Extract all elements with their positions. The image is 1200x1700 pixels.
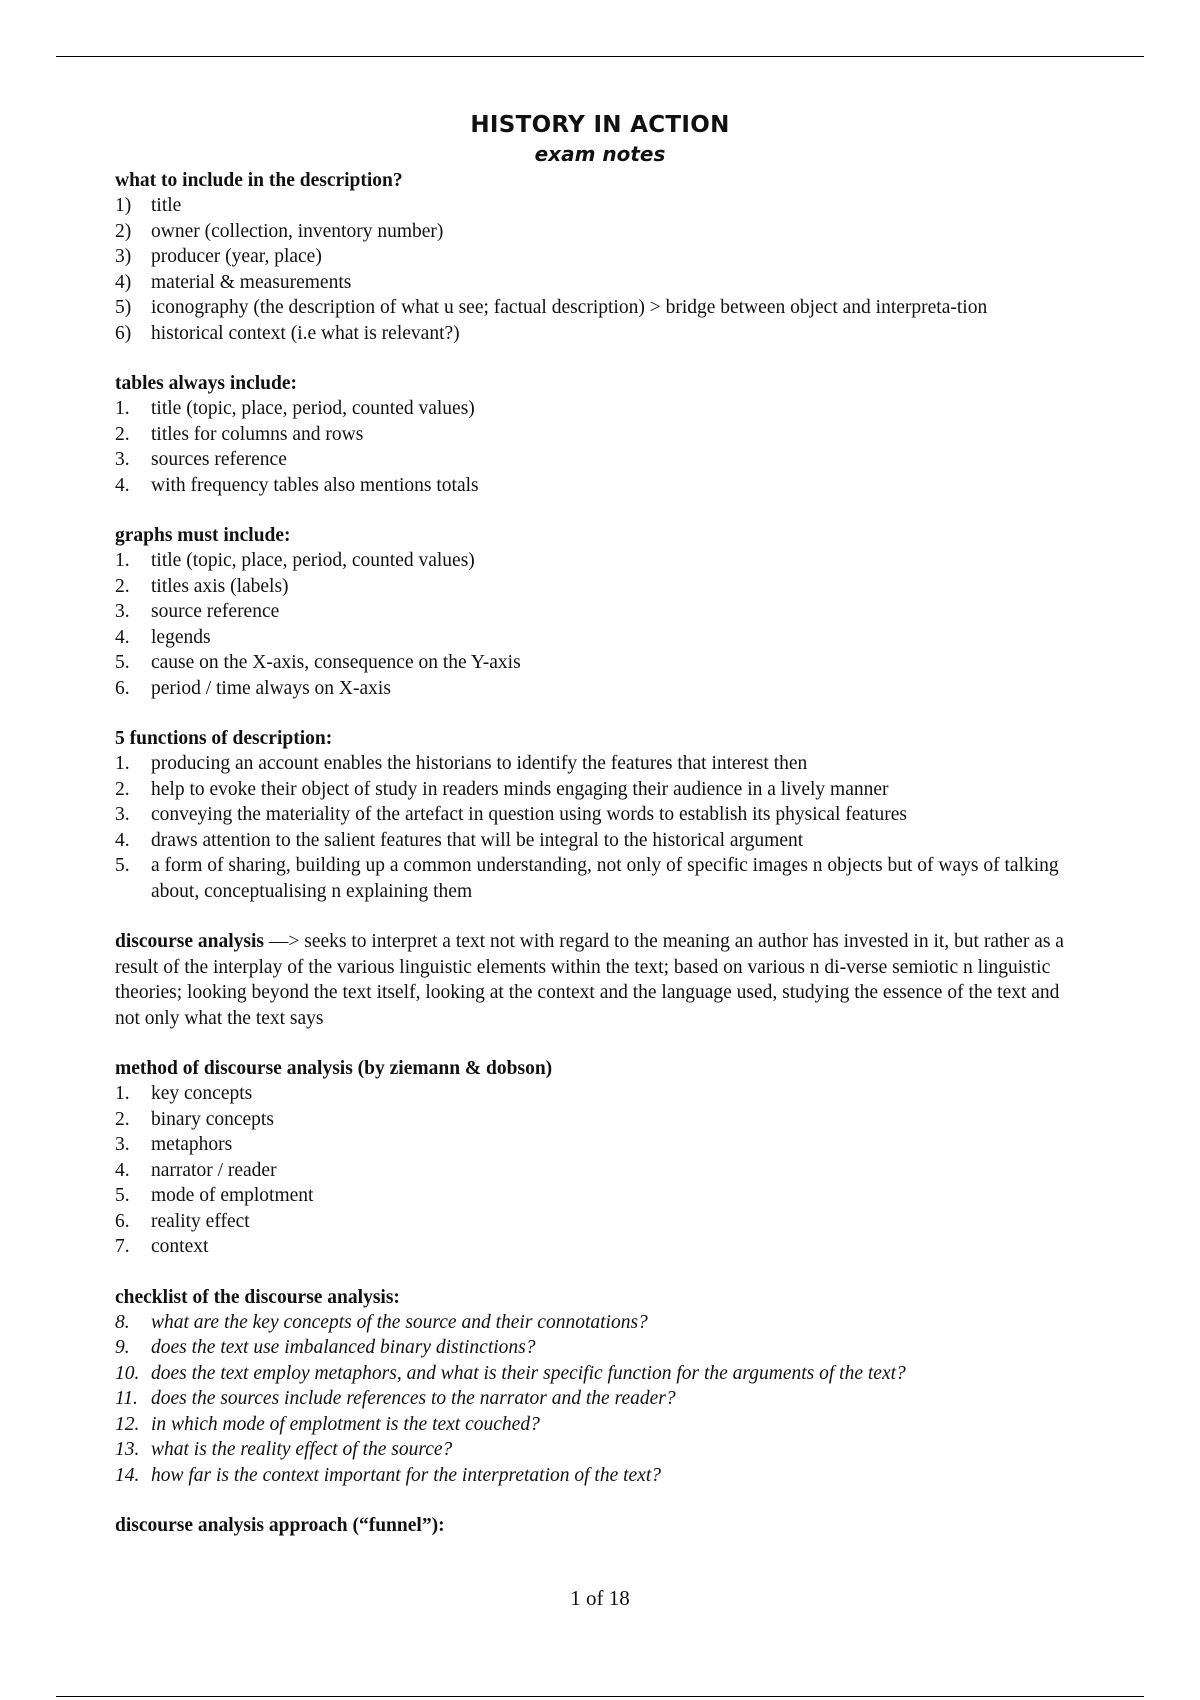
list-item — [115, 1310, 1080, 1336]
list-item — [115, 1158, 1080, 1184]
list-number: 5. — [115, 652, 130, 673]
list-number: 4. — [115, 474, 130, 496]
list-text: does the text employ metaphors, and what is their specific function for the arguments of the text? — [151, 1362, 906, 1384]
list-number: 4. — [115, 626, 130, 648]
list-number: 1. — [115, 1083, 130, 1104]
list-number: 3. — [115, 1134, 130, 1155]
list-number: 13. — [115, 1439, 140, 1460]
list-number: 12. — [115, 1413, 140, 1435]
section-heading: tables always include: — [115, 373, 298, 394]
approach-heading: discourse analysis approach (“funnel”): — [115, 1515, 445, 1536]
list-text: producer (year, place) — [151, 246, 322, 267]
list-number: 5. — [115, 855, 130, 876]
page-number: 1 of 18 — [570, 1586, 630, 1610]
list-item — [115, 1412, 1080, 1438]
functions-list — [115, 751, 1080, 904]
list-text: binary concepts — [151, 1108, 274, 1130]
list-text: iconography (the description of what u see; factual description) > bridge between object and interpreta-tion — [151, 297, 988, 318]
document-title: HISTORY IN ACTION — [470, 112, 730, 138]
graphs-list — [115, 548, 1080, 701]
list-text: a form of sharing, building up a common understanding, not only of specific images n objects but of ways of talking about, conceptualising n explaining them — [151, 855, 1059, 902]
list-item — [115, 828, 1080, 854]
list-item — [115, 1335, 1080, 1361]
discourse-definition: —> seeks to interpret a text not with regard to the meaning an author has invested in it, but rather as a result of the interplay of the various linguistic elements within the text; based on various n di-verse semiotic n linguistic theories; looking beyond the text itself, looking at the context and the language used, studying the essence of the text and not only what the text says — [115, 931, 1064, 1029]
list-text: titles axis (labels) — [151, 575, 289, 597]
list-text: title (topic, place, period, counted values) — [151, 550, 475, 571]
list-text: help to evoke their object of study in readers minds engaging their audience in a lively manner — [151, 778, 889, 800]
list-text: historical context (i.e what is relevant?) — [151, 322, 460, 344]
list-number: 1. — [115, 753, 130, 774]
list-number: 3) — [115, 246, 132, 267]
list-text: context — [151, 1236, 209, 1257]
list-text: title (topic, place, period, counted values) — [151, 398, 475, 419]
list-number: 2. — [115, 423, 130, 445]
list-number: 9. — [115, 1337, 130, 1358]
list-item — [115, 1361, 1080, 1387]
list-text: narrator / reader — [151, 1159, 277, 1181]
list-item — [115, 1437, 1080, 1463]
list-number: 8. — [115, 1311, 130, 1333]
list-text: draws attention to the salient features that will be integral to the historical argument — [151, 829, 804, 851]
document-body — [115, 168, 1080, 1538]
list-number: 2. — [115, 575, 130, 597]
list-number: 5. — [115, 1185, 130, 1206]
document-subtitle: exam notes — [534, 142, 666, 166]
list-number: 6. — [115, 677, 130, 699]
section-graphs — [115, 523, 1080, 701]
list-text: cause on the X-axis, consequence on the Y-axis — [151, 652, 521, 673]
list-text: with frequency tables also mentions totals — [151, 474, 479, 496]
list-item — [115, 650, 1080, 676]
section-functions — [115, 726, 1080, 904]
list-text: in which mode of emplotment is the text couched? — [151, 1413, 540, 1435]
tables-list — [115, 396, 1080, 498]
list-number: 6) — [115, 322, 132, 344]
list-item — [115, 396, 1080, 422]
list-text: does the text use imbalanced binary distinctions? — [151, 1337, 536, 1358]
list-text: does the sources include references to the narrator and the reader? — [151, 1388, 676, 1409]
list-number: 10. — [115, 1362, 140, 1384]
list-text: title — [151, 195, 182, 216]
list-number: 7. — [115, 1236, 130, 1257]
list-item — [115, 295, 1080, 321]
list-item — [115, 751, 1080, 777]
list-item — [115, 1386, 1080, 1412]
list-number: 4. — [115, 1159, 130, 1181]
list-item — [115, 625, 1080, 651]
list-item — [115, 1183, 1080, 1209]
list-text: legends — [151, 626, 211, 648]
list-text: key concepts — [151, 1083, 253, 1104]
list-text: source reference — [151, 601, 280, 622]
list-item — [115, 1107, 1080, 1133]
list-item — [115, 244, 1080, 270]
list-text: reality effect — [151, 1210, 250, 1232]
list-text: period / time always on X-axis — [151, 677, 391, 699]
list-number: 2. — [115, 778, 130, 800]
list-item — [115, 853, 1080, 904]
list-item — [115, 321, 1080, 347]
list-item — [115, 422, 1080, 448]
list-item — [115, 777, 1080, 803]
list-item — [115, 219, 1080, 245]
list-item — [115, 270, 1080, 296]
list-number: 11. — [115, 1388, 138, 1409]
section-method — [115, 1056, 1080, 1260]
list-item — [115, 1234, 1080, 1260]
section-description — [115, 168, 1080, 346]
list-text: metaphors — [151, 1134, 233, 1155]
list-number: 4) — [115, 271, 132, 293]
list-number: 3. — [115, 449, 130, 470]
list-number: 4. — [115, 829, 130, 851]
list-item — [115, 1209, 1080, 1235]
list-item — [115, 548, 1080, 574]
list-number: 5) — [115, 297, 132, 318]
list-item — [115, 574, 1080, 600]
list-text: how far is the context important for the interpretation of the text? — [151, 1464, 662, 1486]
list-text: conveying the materiality of the artefact in question using words to establish its physical features — [151, 804, 907, 825]
list-item — [115, 447, 1080, 473]
list-item — [115, 599, 1080, 625]
list-text: sources reference — [151, 449, 287, 470]
list-text: owner (collection, inventory number) — [151, 220, 444, 242]
list-item — [115, 802, 1080, 828]
section-heading: checklist of the discourse analysis: — [115, 1286, 400, 1308]
list-text: mode of emplotment — [151, 1185, 314, 1206]
section-heading: method of discourse analysis (by ziemann & dobson) — [115, 1058, 553, 1079]
list-text: producing an account enables the historians to identify the features that interest then — [151, 753, 808, 774]
list-number: 2) — [115, 220, 132, 242]
list-number: 6. — [115, 1210, 130, 1232]
list-item — [115, 193, 1080, 219]
section-heading: 5 functions of description: — [115, 728, 333, 749]
bottom-rule — [56, 1696, 1144, 1697]
list-number: 3. — [115, 804, 130, 825]
list-number: 1. — [115, 398, 130, 419]
method-list — [115, 1081, 1080, 1260]
list-item — [115, 1081, 1080, 1107]
section-heading: what to include in the description? — [115, 170, 403, 191]
list-text: what is the reality effect of the source? — [151, 1439, 453, 1460]
list-number: 2. — [115, 1108, 130, 1130]
list-number: 3. — [115, 601, 130, 622]
discourse-term: discourse analysis — [115, 931, 264, 952]
section-checklist — [115, 1285, 1080, 1489]
list-text: material & measurements — [151, 271, 352, 293]
list-number: 14. — [115, 1464, 140, 1486]
list-text: what are the key concepts of the source and their connotations? — [151, 1311, 648, 1333]
section-heading: graphs must include: — [115, 525, 291, 546]
top-rule — [56, 56, 1144, 57]
list-number: 1) — [115, 195, 132, 216]
list-item — [115, 1463, 1080, 1489]
list-item — [115, 473, 1080, 499]
list-text: titles for columns and rows — [151, 423, 364, 445]
section-tables — [115, 371, 1080, 498]
checklist-list — [115, 1310, 1080, 1489]
list-number: 1. — [115, 550, 130, 571]
list-item — [115, 1132, 1080, 1158]
discourse-analysis-paragraph — [115, 929, 1080, 1031]
description-list — [115, 193, 1080, 346]
list-item — [115, 676, 1080, 702]
